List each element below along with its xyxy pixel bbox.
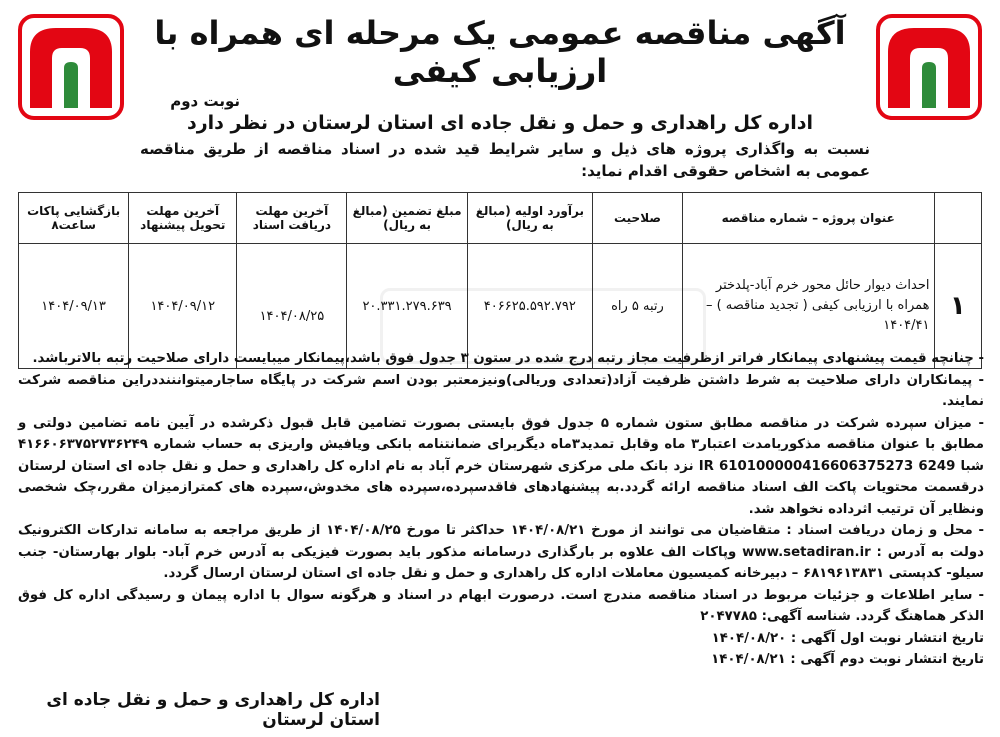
turn-label: نوبت دوم xyxy=(170,92,240,110)
col-header-qualification: صلاحیت xyxy=(592,193,682,244)
organization-line: اداره کل راهداری و حمل و نقل جاده ای استان لرستان در نظر دارد xyxy=(186,112,814,134)
second-publish-date: تاریخ انتشار نوبت دوم آگهی : ۱۴۰۴/۰۸/۲۱ xyxy=(711,652,984,667)
row-number: ۱ xyxy=(934,244,981,369)
footer-organization: اداره کل راهداری و حمل و نقل جاده ای استان لرستان xyxy=(46,690,380,730)
col-header-opening: بازگشایی پاکات ساعت۸ xyxy=(19,193,129,244)
clause-documents: - محل و زمان دریافت اسناد : متقاضیان می توانند از مورخ ۱۴۰۴/۰۸/۲۱ حداکثر تا مورخ ۱۴۰۴/۰۸/۲۵ از طریق مراجعه به سامانه تدارکات الکترونیک دولت به آدرس : www.setadiran.ir وپاکات الف علاوه بر بارگذاری درسامانه مذکور باید بصورت فیزیکی به آدرس خرم آباد- بلوار بهارستان- جنب سیلو- کدپستی ۶۸۱۹۶۱۳۸۳۱ – دبیرخانه کمیسیون معاملات اداره کل راهداری و حمل و نقل جاده ای استان لرستان ارسال گردد. xyxy=(18,523,985,581)
row-guarantee: ۲۰.۳۳۱.۲۷۹.۶۳۹ xyxy=(347,244,467,369)
clause-capacity: - چنانچه قیمت پیشنهادی پیمانکار فراتر ازظرفیت مجاز رتبه درج شده در ستون ۳ جدول فوق باشد،پیمانکار میبایست دارای صلاحیت رتبه بالاترباشد. xyxy=(32,351,984,366)
row-offer-deadline: ۱۴۰۴/۰۹/۱۲ xyxy=(129,244,237,369)
clause-other-info: - سایر اطلاعات و جزئیات مربوط در اسناد مناقصه مندرج است. درصورت ابهام در اسناد و هرگونه سوال با اداره پیمان و رسیدگی اداره کل فوق الذکر هماهنگ گردد. شناسه آگهی: ۲۰۴۷۷۸۵ xyxy=(18,587,984,624)
notice-body xyxy=(18,348,984,671)
col-header-doc-deadline: آخرین مهلت دریافت اسناد xyxy=(237,193,347,244)
col-header-guarantee: مبلغ تضمین (مبالغ به ریال) xyxy=(347,193,467,244)
table-header-row xyxy=(19,193,982,244)
first-publish-date: تاریخ انتشار نوبت اول آگهی : ۱۴۰۴/۰۸/۲۰ xyxy=(711,630,984,646)
road-maintenance-logo-icon xyxy=(874,12,984,122)
intro-text: نسبت به واگذاری پروژه های ذیل و سایر شرایط قید شده در اسناد مناقصه از طریق مناقصه عمومی به اشخاص حقوقی اقدام نماید: xyxy=(140,140,870,180)
col-header-project: عنوان پروژه – شماره مناقصه xyxy=(682,193,934,244)
col-header-offer-deadline: آخرین مهلت تحویل پیشنهاد xyxy=(129,193,237,244)
clause-eligibility: - پیمانکاران دارای صلاحیت به شرط داشتن ظرفیت آزاد(تعدادی وریالی)ونیزمعتبر بودن اسم شرکت در پایگاه ساجارمیتوانننددراین مناقصه شرکت نمایند. xyxy=(18,372,984,409)
row-project: احداث دیوار حائل محور خرم آباد-پلدختر همراه با ارزیابی کیفی ( تجدید مناقصه ) – ۱۴۰۴/۴۱ xyxy=(682,244,934,369)
row-qualification: رتبه ۵ راه xyxy=(592,244,682,369)
row-estimate: ۴۰۶۶۲۵.۵۹۲.۷۹۲ xyxy=(467,244,592,369)
col-header-number xyxy=(934,193,981,244)
clause-deposit: - میزان سپرده شرکت در مناقصه مطابق ستون شماره ۵ جدول فوق بایستی بصورت تضامین قابل قبول ذکرشده در آیین نامه تضامین دولتی و مطابق با عنوان مناقصه مذکوربامدت اعتبار۳ ماه وقابل تمدید۳ماه دیگربرای ضمانتنامه بانکی ویافیش واریزی به حساب شماره ۴۱۶۶۰۶۳۷۵۲۷۳۶۲۴۹ شبا IR 610100000416606375273 6249 نزد بانک ملی مرکزی شهرستان خرم آباد به نام اداره کل راهداری و حمل و نقل جاده ای استان لرستان درقسمت محتویات پاکت الف اسناد مناقصه ارائه گردد.به پیشنهادهای فاقدسپرده،سپرده های مخدوش،سپرده های کمترازمیزان مقرر،چک شخصی ونظایر آن ترتیب اثرداده نخواهد شد. xyxy=(18,415,984,517)
road-maintenance-logo-icon xyxy=(16,12,126,122)
notice-title: آگهی مناقصه عمومی یک مرحله ای همراه با ارزیابی کیفی xyxy=(154,14,846,90)
row-opening: ۱۴۰۴/۰۹/۱۳ xyxy=(19,244,129,369)
row-doc-deadline: ۱۴۰۴/۰۸/۲۵ xyxy=(237,244,347,369)
tender-table xyxy=(18,192,982,369)
col-header-estimate: برآورد اولیه (مبالغ به ریال) xyxy=(467,193,592,244)
